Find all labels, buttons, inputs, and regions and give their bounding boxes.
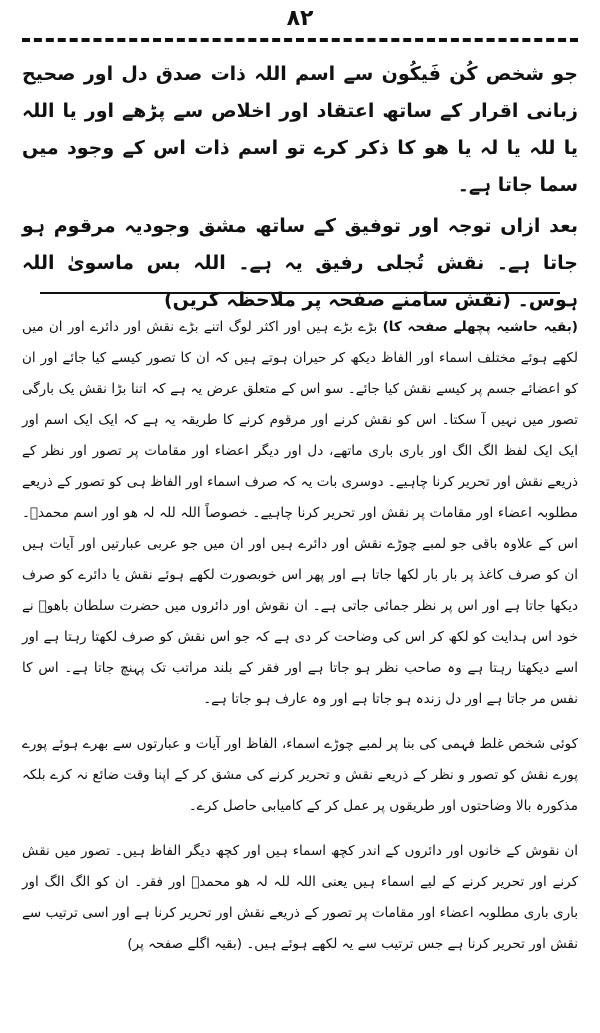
main-paragraph-1: جو شخص کُن فَیکُون سے اسم اللہ ذات صدق دل اور صحیح زبانی اقرار کے ساتھ اعتقاد اور اخلاص سے پڑھے اور یا اللہ یا للہ یا لہ یا ھو کا ذکر کرے تو اسم ذات اس کے وجود میں سما جاتا ہے۔ (22, 63, 578, 196)
footnote-paragraph-3-text: ان نقوش کے خانوں اور دائروں کے اندر کچھ اسماء ہیں اور کچھ دیگر الفاظ ہیں۔ تصور میں نقش کرنے اور تحریر کرنے کے لیے اسماء ہیں یعنی اللہ للہ لہ ھو محمدؐ اور فقر۔ ان کو الگ الگ اور باری باری مطلوبہ اعضاء اور مقامات پر تصور کے ذریعے نقش اور تحریر کرنا ہے اور اسی ترتیب سے نقش اور تحریر کرنا ہے جس ترتیب سے یہ لکھے ہوئے ہیں۔ (22, 843, 578, 952)
footnote-lead: (بقیہ حاشیہ پچھلے صفحہ کا) (382, 319, 578, 335)
top-divider (22, 38, 578, 42)
main-paragraph-2: بعد ازاں توجہ اور توفیق کے ساتھ مشق وجودیہ مرقوم ہو جاتا ہے۔ نقش تُجلی رفیق یہ ہے۔ اللہ بس ماسویٰ اللہ ہوس۔ (نقش سامنے صفحہ پر ملاحظہ کریں) (22, 215, 578, 311)
footnote-paragraph-1-text: بڑے بڑے ہیں اور اکثر لوگ اتنے بڑے نقش اور دائرے اور ان میں لکھے ہوئے مختلف اسماء اور الفاظ دیکھ کر حیران ہوتے ہیں کہ ان کا تصور کیسے کیا جائے اور ان کو اعضائے جسم پر کیسے نقش کیا جائے۔ سو اس کے متعلق عرض یہ ہے کہ اتنا بڑا نقش یک بارگی تصور میں نہیں آ سکتا۔ اس کو نقش کرنے اور مرقوم کرنے کا طریقہ یہ ہے کہ ایک ایک اسم اور ایک ایک لفظ الگ الگ اور باری باری ماتھے، دل اور دیگر اعضاء اور مقامات پر تصور اور نظر کے ذریعے نقش اور تحریر کرنا چاہیے۔ دوسری بات یہ کہ صرف اسماء اور الفاظ ہی کو تصور کے ذریعے مطلوبہ اعضاء اور مقامات پر نقش اور تحریر کرنا چاہیے۔ خصوصاً اللہ للہ لہ ھو اور اسم محمدؐ۔ اس کے علاوہ باقی جو لمبے چوڑے نقش اور دائرے ہیں اور ان میں جو عربی عبارتیں اور آیات ہیں ان کو صرف کاغذ پر بار بار لکھا جاتا ہے اور پھر اس خوبصورت لکھے ہوئے نقش یا دائرے کو صرف دیکھا جاتا ہے اور اس پر نظر جمائی جاتی ہے۔ ان نقوش اور دائروں میں حضرت سلطان باھوؒ نے خود اس ہدایت کو لکھ کر اس کی وضاحت کر دی ہے کہ جو اس نقش کو صرف لکھتا رہتا ہے اور اسے دیکھتا رہتا ہے وہ صاحب نظر ہو جاتا ہے اور فقر کے بلند مراتب تک پہنچ جاتا ہے۔ اس کا نفس مر جاتا ہے اور دل زندہ ہو جاتا ہے اور وہ عارف ہو جاتا ہے۔ (22, 319, 578, 707)
footnote-divider (40, 292, 560, 294)
continuation-note: (بقیہ اگلے صفحہ پر) (127, 936, 243, 952)
footnote-paragraph-3 (22, 836, 578, 960)
page-number: ۸۲ (286, 6, 314, 31)
footnote-paragraph-1 (22, 312, 578, 715)
main-text (22, 56, 578, 323)
footnote (22, 312, 578, 974)
footnote-paragraph-2: کوئی شخص غلط فہمی کی بنا پر لمبے چوڑے اسماء، الفاظ اور آیات و عبارتوں سے بھرے ہوئے پورے پورے نقش کو تصور و نظر کے ذریعے نقش و تحریر کرنے کی مشق کر کے اپنا وقت ضائع نہ کرے بلکہ مذکورہ بالا وضاحتوں اور طریقوں پر عمل کر کے کامیابی حاصل کرے۔ (22, 736, 578, 814)
